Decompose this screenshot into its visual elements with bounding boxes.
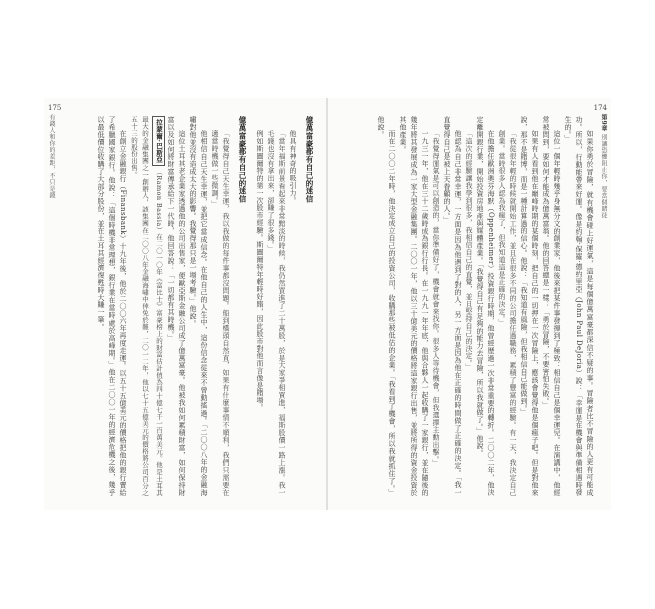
left-sidebar [128,116,165,496]
right-paragraph: 如果你勇於冒險，就有機會碰上好運氣，這是每個億萬富豪都深信不疑的事。冒險者比不冒險的人更有可能成功。所以，行動能帶來好運。像是約翰‧保羅‧德約里亞（John Paul DeJoria）說：「幸運是在機會與準備相遇時發生的。」 [564,116,594,496]
sidebar-title: 拉蒙爾‧巴斯亞 [152,116,165,166]
sidebar-text: （Ramon Bassia）在二〇一〇年《富比士》富豪榜上的財富估計值為四十億七千一百萬美元。他是土耳其最大的金融集團之一創辦人，該集團在二〇〇八年金融海嘯中倖免於難，二〇一二年，他以七十五億美元的價格將公司百分之五十三的股份出售。 [130,116,163,496]
right-paragraph: 他認為自己非常幸運，一方面是因為他遇到了對的人，另一方面是因為他在正確的時間做了正確的決定。「我一直覺得自己是被上天眷顧的人。」 [443,116,462,496]
right-quote: 「這次的經驗讓我學到很多，我相信自己的直覺，並且堅持自己的決定。」 [465,130,473,371]
left-page [44,98,327,510]
right-page [328,98,611,510]
left-paragraph: 例如斯圖爾特的第一次股市經驗。斯圖爾特年輕時好賭，因此股市對他而言像是賭場。 [256,130,264,412]
left-page-number: 175 [48,104,62,112]
left-heading: 億萬富豪都有自己的迷信 [305,116,314,203]
left-heading: 億萬富豪都有自己的迷信 [238,116,247,203]
left-quote: 「我覺得自己天生幸運，我以我做的每件事都沒問題。船到橋頭自然直，如果有什麼事情不順利，我們只需要在適當時機做一些微調。」 [211,130,230,496]
right-paragraph: 在他擔任歐洲奧芬海默（Oppenheimer）投資銀行時期，他曾經歷過一次非常重要的轉折。二〇〇二年，他決定離開銀行業，開始投資房地產與媒體產業。「我覺得自己有足夠的能力去冒險，所以我就做了。」他說。 [476,116,495,496]
book-spread [44,98,611,510]
chapter-title: 別讓恐懼阻止你，要當個賭徒 [600,134,607,219]
right-quote: 「我從很年輕的時候就開始工作，並且在很多不同的公司擔任過職務，累積了豐富的經驗。有一天，我決定自己創業。當時很多人認為我瘋了，但我知道這是正確的決定。」 [498,130,517,496]
left-paragraph: 他具有神奇的吸引力。 [289,130,297,204]
right-running-head [600,114,607,219]
left-running-head: 有錢人和你的差距，不只是錢 [48,114,55,199]
chapter-label: 第9章 [600,114,607,132]
right-paragraph: 而在二〇〇二年時，他決定成立自己的投資公司，收購那些被低估的企業。「我看到了機會，所以我就抓住了。」他說。 [377,116,396,496]
right-paragraph: 如果有人看到他在巔峰時期的某個時刻，把自己的一切押在一次冒險上，應該會覺得他是個瘋子吧。但是對他來說，那不是賭博，而是一種計算過的信心。他說：「我知道有風險，但我相信自己能做到。」 [520,116,539,496]
right-quote: 「我覺得運氣是可以創造的，當你準備好了，機會就會來找你。很多人等待機會，但我選擇主動出擊。」 [432,130,440,467]
left-paragraph: 這位土耳其老企業家透過他的公司出售家，便歐亞斯金融公司成了億萬富豪。他被我如何累積財富，如何保持財富以及如何將財富傳承給下一代時，他回答說：「一切都有其時機。」 [167,116,186,496]
right-paragraph: 一九三一年，他在三十二歲時成為銀行行長。在一九九一年年底，他與合夥人一起收購了一家銀行，並在隨後的幾年將其發展成為一家大型金融集團。二〇〇一年，他以三十億美元的價格將這家銀行出售，並將所得的資金投資於其他產業。 [399,116,429,496]
right-page-number: 174 [593,104,607,112]
left-paragraph: 在創立金融銀行（Finansbank）十九年後，他於二〇〇六年再度走運。以五十五億美元的價格把他的銀行賣給了希臘國家銀行。他說：「這個時機非常理想，銀行業在當時處於高峰期。」他在二〇〇一年的經濟危機之後，幾乎以最低價位收購了大部分股份，並在土耳其經濟復甦時大賺一筆。 [97,116,127,496]
left-quote: 「當年福斯前景看起來非常黯淡的時候，我仍然買進了二十萬股，於是大家爭相買進，福斯股價一路上漲。我一毛錢也沒有拿出來，卻賺了很多錢。」 [267,130,286,496]
left-paragraph: 他相信自己天生幸運，並把它當成信念。在他自己的人生中，這份信念從來不曾動搖過。「二〇〇八年的金融海嘯對他並沒有造成太大的影響。我覺得那只是一場考驗。」他說。 [189,116,208,496]
right-body-text [333,116,595,496]
right-paragraph: 這位一個年輕時幾乎身無分文的創業家，他後來把某件事發揮到了極致：相信自己是個幸運兒。在演講中，他經常被問到，要如何才能成為億萬富翁。他的回答總是一樣：「勇於冒險，不要害怕失敗。」 [542,116,561,496]
left-body-text [59,116,321,496]
